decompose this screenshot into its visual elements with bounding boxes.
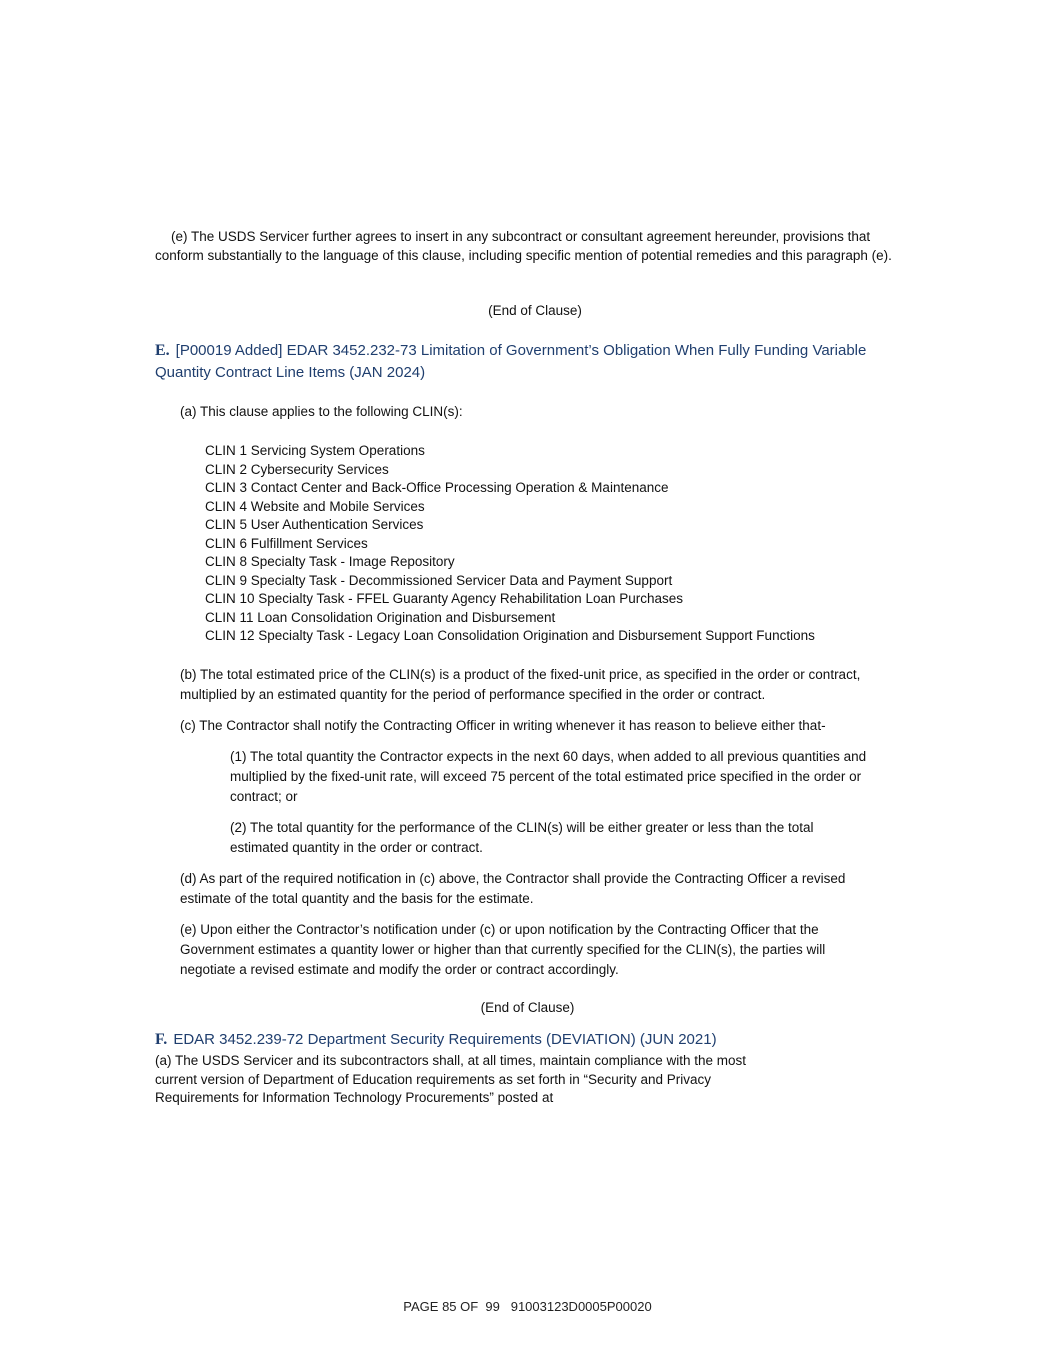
section-e-para-e — [180, 920, 880, 980]
section-e-para-c1 — [230, 747, 902, 807]
clin-item: CLIN 11 Loan Consolidation Origination and Disbursement — [205, 609, 556, 625]
footer-text: PAGE 85 OF 99 91003123D0005P00020 — [403, 1299, 652, 1314]
paragraph-text: (c) The Contractor shall notify the Contracting Officer in writing whenever it has reason to believe either that- — [180, 718, 826, 733]
section-letter: E. — [155, 342, 170, 359]
clin-item: CLIN 10 Specialty Task - FFEL Guaranty Agency Rehabilitation Loan Purchases — [205, 591, 684, 606]
clin-list — [205, 442, 905, 646]
clin-item: CLIN 5 User Authentication Services — [205, 517, 424, 532]
preface-paragraph-e — [155, 228, 900, 265]
clin-item: CLIN 8 Specialty Task - Image Repository — [205, 554, 455, 569]
end-of-clause-1 — [155, 302, 915, 321]
section-e-para-c — [180, 716, 900, 736]
end-clause-text: (End of Clause) — [488, 303, 582, 318]
clin-item: CLIN 3 Contact Center and Back-Office Processing Operation & Maintenance — [205, 480, 669, 495]
clin-item: CLIN 4 Website and Mobile Services — [205, 498, 425, 514]
section-f-para-a — [155, 1052, 770, 1108]
clin-item: CLIN 6 Fulfillment Services — [205, 535, 368, 551]
section-letter: F. — [155, 1031, 168, 1048]
paragraph-text: (d) As part of the required notification in (c) above, the Contractor shall provide the Contracting Officer a revised estimate of the total quantity and the basis for the estimate. — [180, 871, 846, 906]
section-e-para-b — [180, 665, 900, 705]
end-clause-text: (End of Clause) — [480, 1000, 575, 1015]
clin-item: CLIN 2 Cybersecurity Services — [205, 461, 389, 477]
paragraph-text: (2) The total quantity for the performance of the CLIN(s) will be either greater or less than the total estimated quantity in the order or contract. — [230, 820, 814, 855]
section-e-para-a — [180, 403, 880, 422]
section-title: [P00019 Added] EDAR 3452.232-73 Limitation of Government’s Obligation When Fully Funding Variable Quantity Contract Line Items (JAN 2024) — [155, 342, 867, 381]
clin-item: CLIN 9 Specialty Task - Decommissioned Servicer Data and Payment Support — [205, 572, 673, 588]
paragraph-text: (a) This clause applies to the following CLIN(s): — [180, 404, 463, 419]
section-e-heading — [155, 340, 895, 384]
paragraph-text: (a) The USDS Servicer and its subcontractors shall, at all times, maintain compliance with the most current version of Department of Education requirements as set forth in “Security and Privacy Requirements for Information Technology Procurements” posted at — [155, 1053, 746, 1105]
section-e-para-d — [180, 869, 895, 909]
section-e-para-c2 — [230, 818, 870, 858]
paragraph-text: (e) Upon either the Contractor’s notification under (c) or upon notification by the Contracting Officer that the Government estimates a quantity lower or higher than that currently specified for the CLIN(s), the parties will negotiate a revised estimate and modify the order or contract accordingly. — [180, 922, 826, 977]
paragraph-text: (e) The USDS Servicer further agrees to insert in any subcontract or consultant agreement hereunder, provisions that conform substantially to the language of this clause, including specific mention of potential remedies and this paragraph (e). — [155, 229, 892, 263]
clin-item: CLIN 12 Specialty Task - Legacy Loan Consolidation Origination and Disbursement Support Functions — [205, 628, 815, 643]
section-f-heading — [155, 1029, 895, 1051]
paragraph-text: (1) The total quantity the Contractor expects in the next 60 days, when added to all previous quantities and multiplied by the fixed-unit rate, will exceed 75 percent of the total estimated price specified in the order or contract; or — [230, 749, 867, 804]
clin-item: CLIN 1 Servicing System Operations — [205, 443, 425, 458]
section-title: EDAR 3452.239-72 Department Security Requirements (DEVIATION) (JUN 2021) — [173, 1031, 717, 1048]
paragraph-text: (b) The total estimated price of the CLIN(s) is a product of the fixed-unit price, as specified in the order or contract, multiplied by an estimated quantity for the period of performance specified in the order or contract. — [180, 667, 861, 702]
page-footer — [0, 1298, 1055, 1317]
end-of-clause-2 — [155, 999, 900, 1018]
